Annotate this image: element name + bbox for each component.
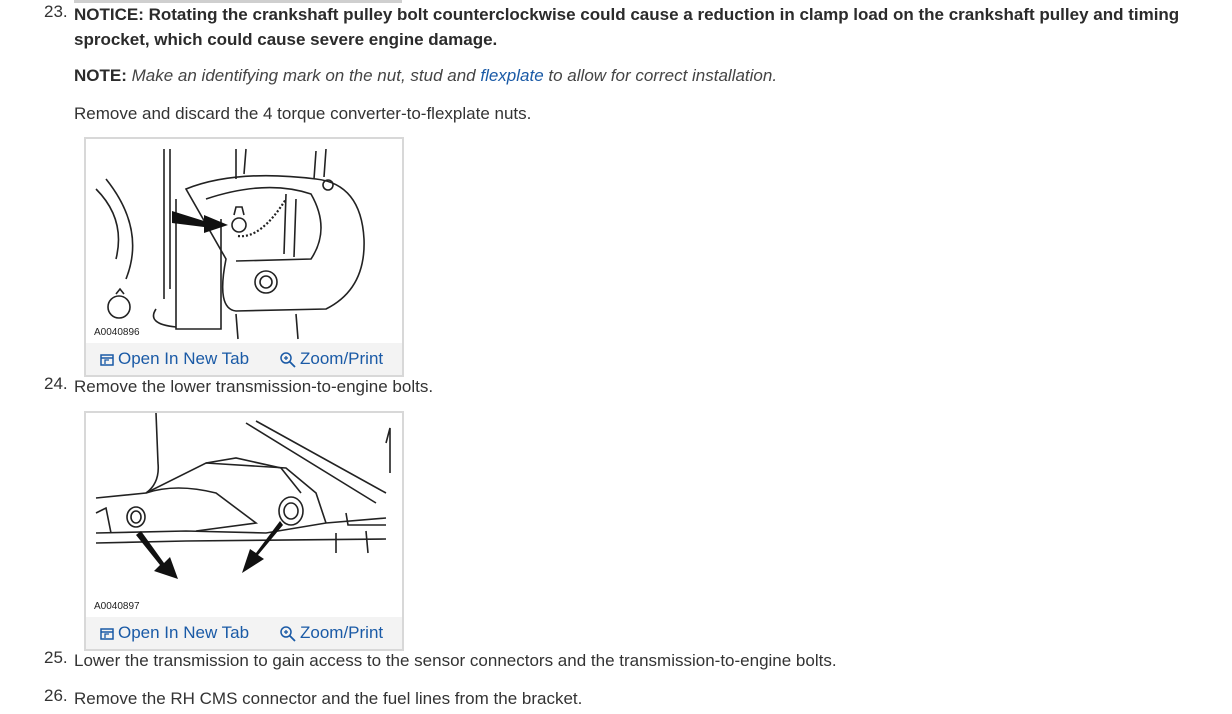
zoom-print-button[interactable] [280,349,383,369]
step-number: 23. [44,2,68,21]
open-in-new-tab-button[interactable] [100,349,249,369]
step-number: 25. [44,648,68,667]
step-number: 26. [44,686,68,705]
figure-transmission-bolts [84,411,404,651]
instruction-text: Remove and discard the 4 torque converter-to-flexplate nuts. [74,104,532,123]
instruction-text: Remove the lower transmission-to-engine bolts. [74,377,434,396]
open-new-tab-icon [100,627,114,641]
figure-toolbar [86,617,402,649]
figure-code: A0040897 [94,601,140,612]
step-number: 24. [44,374,68,393]
instruction-text: Lower the transmission to gain access to the sensor connectors and the transmission-to-engine bolts. [74,651,837,670]
note-text-before: Make an identifying mark on the nut, stud and [131,66,476,85]
figure-code: A0040896 [94,327,140,338]
figure-toolbar [86,343,402,375]
open-in-new-tab-label: Open In New Tab [118,349,250,368]
zoom-magnifier-icon [280,626,296,642]
open-in-new-tab-label: Open In New Tab [118,623,250,642]
figure-flexplate-nuts [84,137,404,377]
transmission-bolts-illustration [86,413,402,617]
pointer-arrow-icon [136,531,178,579]
zoom-print-label: Zoom/Print [300,623,384,642]
open-in-new-tab-button[interactable] [100,623,249,643]
instruction-text: Remove the RH CMS connector and the fuel lines from the bracket. [74,689,583,708]
notice-text: NOTICE: Rotating the crankshaft pulley bolt counterclockwise could cause a reduction in clamp load on the crankshaft pulley and timing sprocket, which could cause severe engine damage. [74,5,1180,49]
zoom-print-label: Zoom/Print [300,349,384,368]
note-label: NOTE: [74,66,127,85]
zoom-print-button[interactable] [280,623,383,643]
zoom-magnifier-icon [280,352,296,368]
flexplate-link[interactable]: flexplate [480,66,544,85]
open-new-tab-icon [100,353,114,367]
note-text-after: to allow for correct installation. [548,66,778,85]
pointer-arrow-icon [242,521,283,573]
flexplate-illustration [86,139,402,343]
